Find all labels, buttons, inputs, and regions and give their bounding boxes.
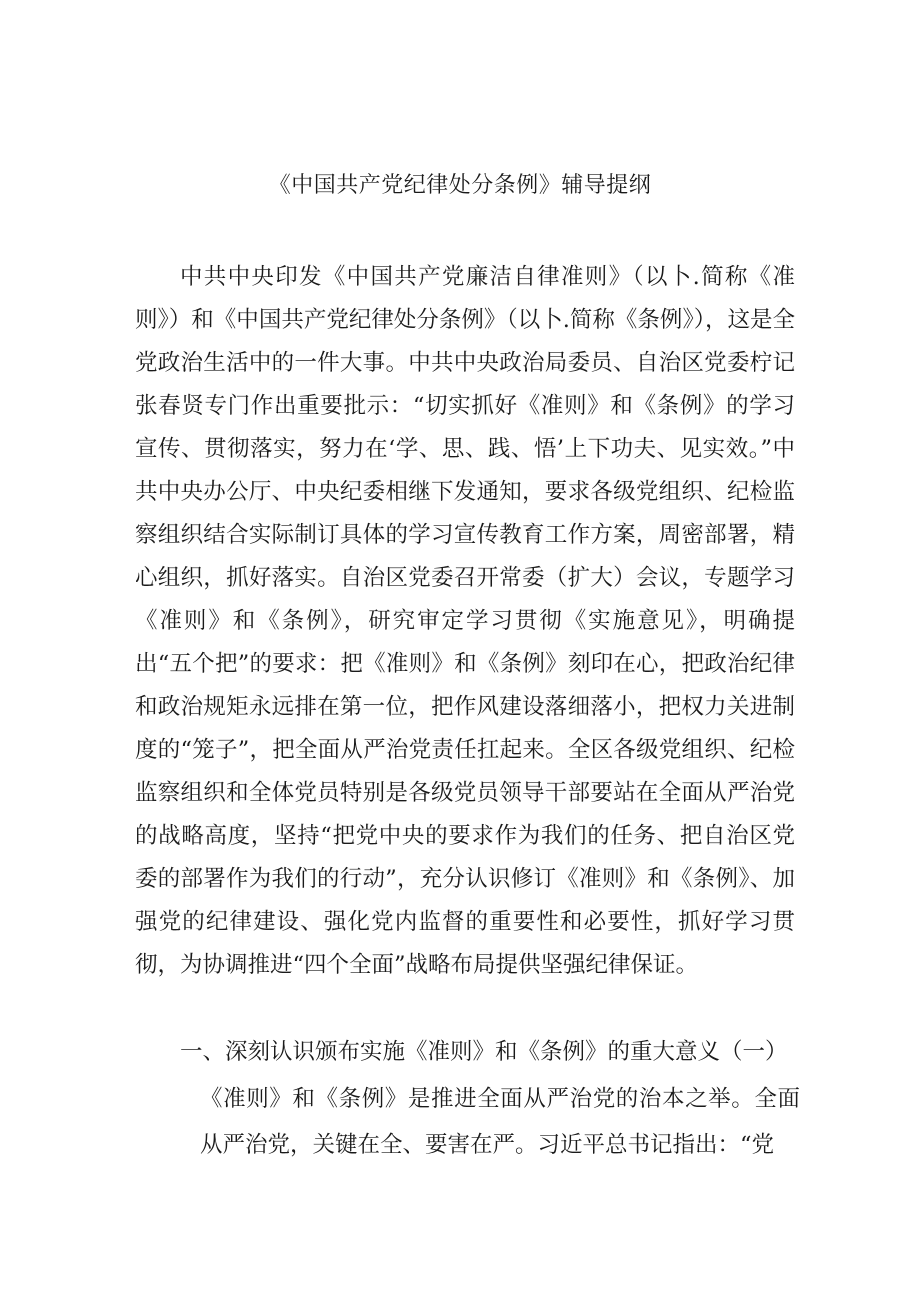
section-paragraph: 《准则》和《条例》是推进全面从严治党的治本之举。全面从严治党，关键在全、要害在严。习近平总书记指出：“党 [200,1086,800,1158]
intro-paragraph: 中共中央印发《中国共产党廉洁自律准则》（以卜.简称《准则》）和《中国共产党纪律处分条例》（以卜.简称《条例》），这是全党政治生活中的一件大事。中共中央政治局委员、自治区党委柠记张春贤专门作出重要批示：“切实抓好《准则》和《条例》的学习宣传、贯彻落实，努力在‘学、思、践、悟’上下功夫、见实效。”中共中央办公厅、中央纪委相继下发通知，要求各级党组织、纪检监察组织结合实际制订具体的学习宣传教育工作方案，周密部署，精心组织，抓好落实。自治区党委召开常委（扩大）会议，专题学习《准则》和《条例》，研究审定学习贯彻《实施意见》，明确提出“五个把”的要求：把《准则》和《条例》刻印在心，把政治纪律和政治规矩永远排在第一位，把作风建设落细落小，把权力关进制度的“笼子”，把全面从严治党责任扛起来。全区各级党组织、纪检监察组织和全体党员特别是各级党员领导干部要站在全面从严治党的战略高度，坚持“把党中央的要求作为我们的任务、把自治区党委的部署作为我们的行动”，充分认识修订《准则》和《条例》、加强党的纪律建设、强化党内监督的重要性和必要性，抓好学习贯彻，为协调推进“四个全面”战略布局提供坚强纪律保证。 [135,264,795,978]
section-heading: 一、深刻认识颁布实施《准则》和《条例》的重大意义（一） [180,1039,788,1065]
document-title: 《中国共产党纪律处分条例》辅导提纲 [268,173,652,198]
